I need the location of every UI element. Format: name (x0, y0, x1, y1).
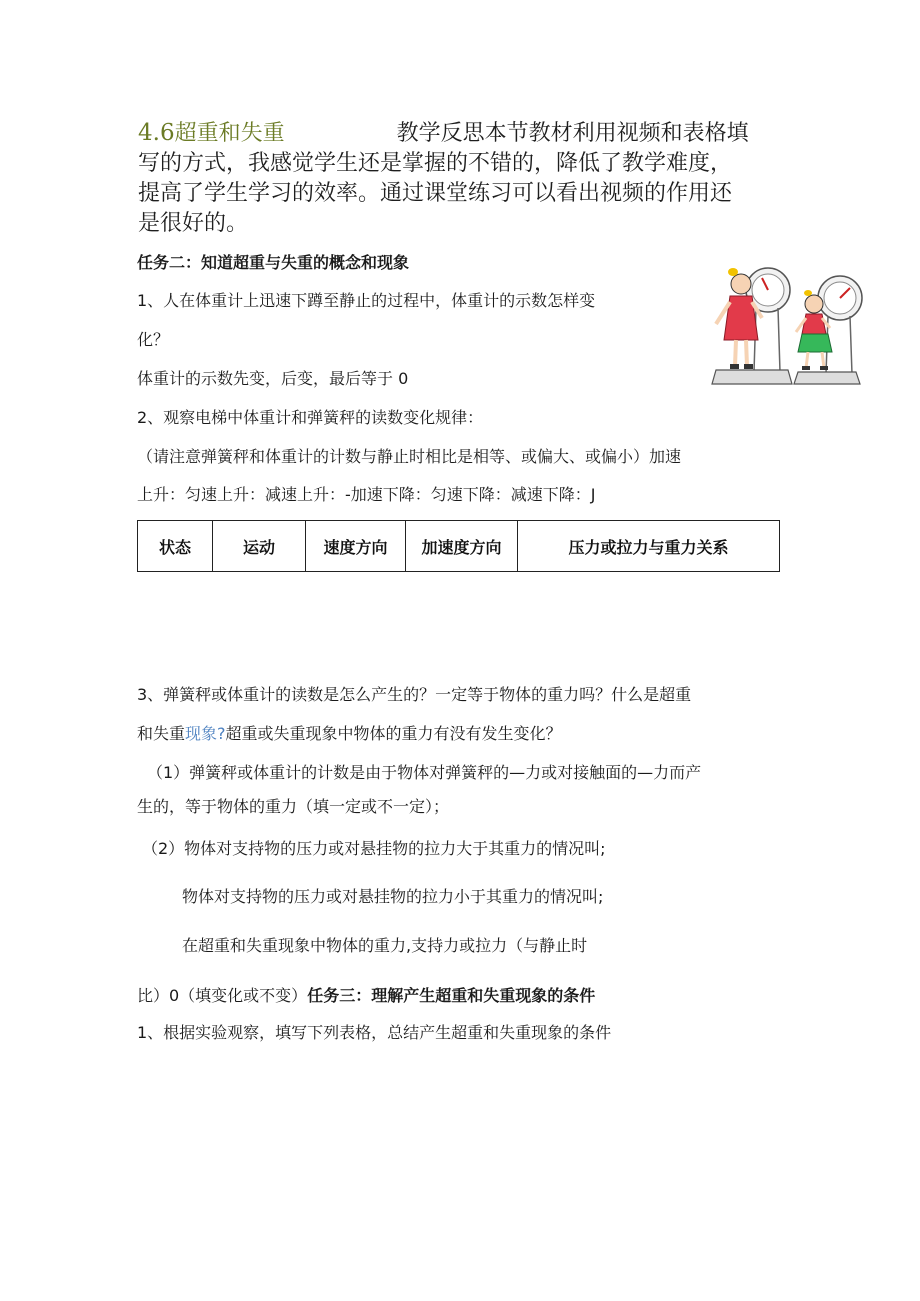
answer-1-line-1: （1）弹簧秤或体重计的计数是由于物体对弹簧秤的—力或对接触面的—力而产 (147, 763, 702, 782)
table-header-cell: 运动 (213, 521, 306, 572)
table-header-cell: 加速度方向 (406, 521, 518, 572)
question-2-line-3: 上升：匀速上升：减速上升：-加速下降：匀速下降：减速下降：J (137, 485, 596, 504)
answer-2-line-2: 物体对支持物的压力或对悬挂物的拉力小于其重力的情况叫; (182, 887, 604, 906)
question-1-line-1: 1、人在体重计上迅速下蹲至静止的过程中，体重计的示数怎样变 (137, 291, 596, 310)
task2-heading: 任务二：知道超重与失重的概念和现象 (137, 253, 410, 272)
task3-heading: 任务三：理解产生超重和失重现象的条件 (307, 986, 596, 1005)
answer-2-line-3: 在超重和失重现象中物体的重力,支持力或拉力（与静止时 (182, 936, 588, 955)
answer-2-text: 比）0（填变化或不变） (137, 986, 308, 1005)
answer-1-line-2: 生的，等于物体的重力（填一定或不一定）； (137, 797, 450, 816)
table-header-cell: 压力或拉力与重力关系 (518, 521, 780, 572)
section-title: 超重和失重 (174, 121, 285, 146)
reflection-text-3: 提高了学生学习的效率。通过课堂练习可以看出视频的作用还 (138, 181, 733, 206)
question-2-line-1: 2、观察电梯中体重计和弹簧秤的读数变化规律： (137, 408, 484, 427)
question-3-line-2 (137, 723, 562, 745)
question-3-line-1: 3、弹簧秤或体重计的读数是怎么产生的？一定等于物体的重力吗？什么是超重 (137, 685, 692, 704)
question-1-line-2: 化？ (137, 330, 170, 349)
section-number: 4.6 (138, 120, 175, 146)
table-header-cell: 状态 (138, 521, 213, 572)
question-3-text-b: 超重或失重现象中物体的重力有没有发生变化？ (225, 724, 562, 743)
question-1-answer: 体重计的示数先变，后变，最后等于 0 (137, 369, 409, 388)
table-header-cell: 速度方向 (306, 521, 406, 572)
reflection-text-1: 教学反思本节教材利用视频和表格填 (396, 121, 749, 146)
reflection-paragraph (138, 118, 798, 239)
answer-2-line-1: （2）物体对支持物的压力或对悬挂物的拉力大于其重力的情况叫; (142, 839, 606, 858)
reflection-text-4: 是很好的。 (138, 211, 249, 236)
question-3-text-a: 和失重 (137, 724, 186, 743)
scale-illustration (706, 262, 868, 390)
phenomenon-link[interactable]: 现象? (185, 724, 226, 743)
motion-state-table (137, 520, 780, 572)
question-2-line-2: （请注意弹簧秤和体重计的计数与静止时相比是相等、或偏大、或偏小）加速 (137, 447, 682, 466)
reflection-text-2: 写的方式，我感觉学生还是掌握的不错的，降低了教学难度， (138, 151, 733, 176)
table-header-row (138, 521, 780, 572)
answer-2-line-4 (137, 985, 595, 1007)
title-line-1 (138, 118, 798, 149)
task3-question-1: 1、根据实验观察，填写下列表格，总结产生超重和失重现象的条件 (137, 1023, 612, 1042)
